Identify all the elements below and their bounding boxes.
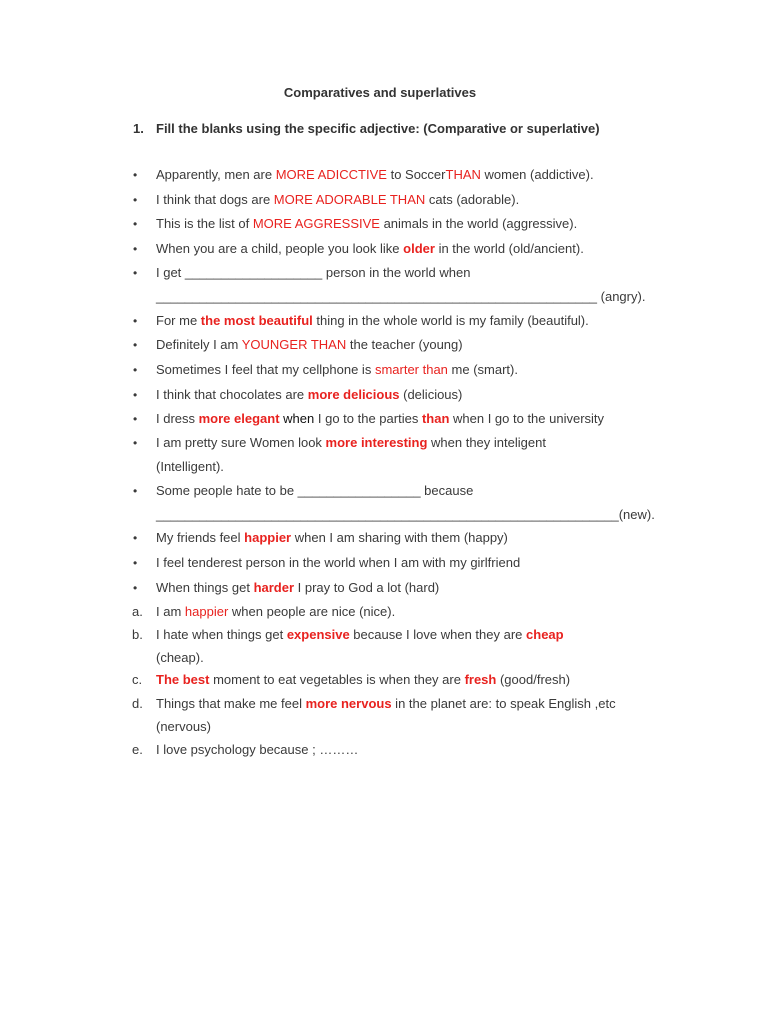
sentence-text: in the world (old/ancient). [434,241,584,256]
bullet-marker: • [133,266,138,280]
bullet-marker: • [133,531,138,545]
list-item-continuation [156,715,211,739]
sentence-text: when [283,411,315,426]
answer-text: MORE ADORABLE THAN [273,192,426,207]
exercise-number: 1. [133,121,144,136]
sentence-text: I am pretty sure Women look [156,435,326,450]
bullet-marker: • [133,581,138,595]
sentence-text: I pray to God a lot (hard) [294,580,440,595]
bullet-marker: • [133,363,138,377]
bullet-marker: • [133,193,138,207]
sentence-text: I get ___________________ person in the world when [156,265,471,280]
sentence-text: This is the list of [156,216,253,231]
sentence-text: Things that make me feel [156,696,306,711]
bullet-marker: • [133,484,138,498]
list-item [132,623,564,647]
list-item [133,479,474,503]
list-item-continuation [156,285,645,309]
answer-text: more delicious [307,387,400,402]
list-item [133,261,471,285]
answer-text: cheap [526,627,564,642]
sentence-text: Sometimes I feel that my cellphone is [156,362,375,377]
list-item-continuation [156,503,655,527]
bullet-marker: • [133,242,138,256]
sentence-text: I love psychology because ; ……… [156,742,359,757]
page-title: Comparatives and superlatives [283,85,477,100]
bullet-marker: • [133,556,138,570]
list-item [132,668,571,692]
sentence-text: to Soccer [386,167,446,182]
list-item [133,407,605,431]
bullet-marker: • [133,168,138,182]
sentence-text: the teacher (young) [346,337,463,352]
sentence-text: Some people hate to be _________________ because [156,483,474,498]
answer-text: expensive [286,627,350,642]
bullet-marker: • [133,436,138,450]
sentence-text: animals in the world (aggressive). [379,216,578,231]
exercise-instruction: Fill the blanks using the specific adjective: (Comparative or superlative) [156,121,600,136]
list-item [133,576,440,600]
list-item [133,163,594,187]
sentence-text: when people are nice (nice). [228,604,396,619]
sentence-text: I hate when things get [156,627,287,642]
sentence-text: when I am sharing with them (happy) [291,530,508,545]
letter-marker: a. [132,604,143,619]
answer-text: MORE ADICCTIVE [275,167,387,182]
answer-text: fresh [464,672,497,687]
sentence-text: when I go to the university [449,411,605,426]
sentence-text: ________________________________________________________________(new). [156,507,655,522]
sentence-text: For me [156,313,201,328]
answer-text: more nervous [305,696,392,711]
list-item [133,188,520,212]
answer-text: smarter than [374,362,448,377]
list-item [133,333,463,357]
sentence-text: I think that dogs are [156,192,274,207]
answer-text: YOUNGER THAN [241,337,347,352]
bullet-marker: • [133,388,138,402]
answer-text: The best [156,672,210,687]
list-item-continuation [156,455,224,479]
list-item [133,212,578,236]
letter-marker: c. [132,672,143,687]
sentence-text: thing in the whole world is my family (beautiful). [312,313,589,328]
sentence-text: (good/fresh) [496,672,571,687]
bullet-marker: • [133,338,138,352]
list-item [132,738,359,762]
list-item [132,692,616,716]
sentence-text: Definitely I am [156,337,242,352]
sentence-text: (nervous) [156,719,211,734]
letter-marker: d. [132,696,143,711]
sentence-text: (delicious) [399,387,463,402]
answer-text: more elegant [198,411,280,426]
sentence-text: I feel tenderest person in the world when I am with my girlfriend [156,555,521,570]
sentence-text: cats (adorable). [425,192,520,207]
list-item [132,600,396,624]
answer-text: happier [184,604,229,619]
sentence-text: When things get [156,580,254,595]
sentence-text: moment to eat vegetables is when they are [209,672,465,687]
answer-text: than [421,411,450,426]
list-item [133,237,584,261]
list-item [133,551,521,575]
sentence-text: I dress [156,411,199,426]
sentence-text: I am [156,604,185,619]
bullet-marker: • [133,217,138,231]
sentence-text: me (smart). [447,362,518,377]
sentence-text: Apparently, men are [156,167,276,182]
letter-marker: e. [132,742,143,757]
list-item [133,383,463,407]
answer-text: MORE AGGRESSIVE [252,216,380,231]
list-item-continuation [156,646,204,670]
answer-text: happier [244,530,292,545]
list-item [133,358,518,382]
sentence-text: I go to the parties [314,411,422,426]
sentence-text: My friends feel [156,530,245,545]
answer-text: THAN [445,167,481,182]
sentence-text: When you are a child, people you look like [156,241,404,256]
bullet-marker: • [133,412,138,426]
sentence-text: _____________________________________________________________ (angry). [156,289,646,304]
sentence-text: in the planet are: to speak English ,etc [391,696,616,711]
answer-text: more interesting [325,435,428,450]
list-item [133,431,546,455]
answer-text: older [403,241,435,256]
letter-marker: b. [132,627,143,642]
sentence-text: (cheap). [156,650,204,665]
sentence-text: because I love when they are [349,627,527,642]
list-item [133,526,508,550]
answer-text: harder [253,580,295,595]
list-item [133,309,589,333]
sentence-text: when they inteligent [427,435,546,450]
bullet-marker: • [133,314,138,328]
sentence-text: (Intelligent). [156,459,224,474]
answer-text: the most beautiful [200,313,313,328]
sentence-text: women (addictive). [480,167,594,182]
sentence-text: I think that chocolates are [156,387,308,402]
